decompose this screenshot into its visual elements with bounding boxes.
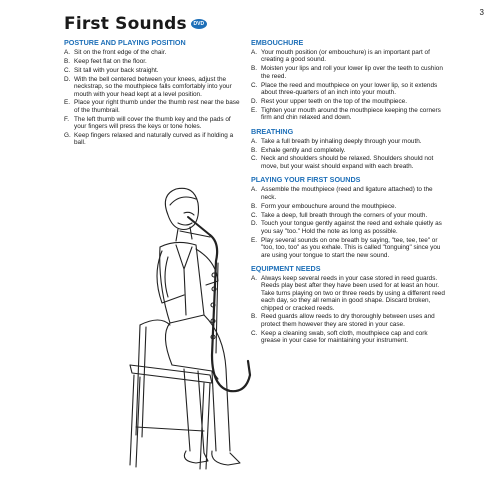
- instruction-section: [251, 264, 447, 345]
- item-text: Moisten your lips and roll your lower lip over the teeth to cushion the reed.: [261, 65, 443, 80]
- item-letter: A.: [64, 49, 71, 56]
- item-letter: C.: [64, 66, 71, 74]
- instruction-item: [251, 98, 447, 105]
- instruction-item: [251, 313, 447, 328]
- item-letter: A.: [251, 49, 258, 56]
- instruction-item: [64, 49, 244, 56]
- item-letter: B.: [251, 146, 258, 154]
- page-number: 3: [479, 8, 484, 17]
- instruction-item: [251, 49, 447, 64]
- instruction-item: [251, 65, 447, 80]
- posture-list: [64, 49, 244, 147]
- item-letter: D.: [64, 75, 71, 83]
- item-text: Form your embouchure around the mouthpiece.: [261, 202, 397, 210]
- section-heading: EMBOUCHURE: [251, 38, 304, 47]
- item-text: Always keep several reeds in your case stored in reed guards. Reeds play best after they have been used for at least an hour. Take turns playing on two or three reeds by using a different reed each day, so they all remain in good shape. Discard broken, chipped or cracked reeds.: [261, 274, 445, 312]
- instruction-section: [251, 175, 447, 259]
- item-text: Keep a cleaning swab, soft cloth, mouthpiece cap and cork grease in your case for maintaining your instrument.: [261, 329, 428, 345]
- item-text: Your mouth position (or embouchure) is an important part of creating a good sound.: [261, 49, 430, 64]
- item-letter: B.: [64, 57, 71, 65]
- item-letter: D.: [251, 220, 258, 228]
- item-letter: B.: [251, 313, 258, 321]
- instruction-section: [251, 38, 447, 122]
- item-text: Place the reed and mouthpiece on your lower lip, so it extends about three-quarters of an inch into your mouth.: [261, 81, 438, 97]
- instruction-item: [251, 237, 447, 259]
- instruction-item: [251, 82, 447, 97]
- instruction-section: [251, 127, 447, 171]
- section-heading: BREATHING: [251, 126, 294, 136]
- item-text: Take a deep, full breath through the corners of your mouth.: [261, 211, 428, 219]
- instruction-item: [251, 138, 447, 145]
- instructions-column: [251, 38, 447, 350]
- instruction-item: [64, 76, 244, 98]
- item-text: Neck and shoulders should be relaxed. Shoulders should not move, but your waist should expand with each breath.: [261, 155, 434, 170]
- instruction-item: [251, 275, 447, 312]
- item-text: Sit on the front edge of the chair.: [74, 49, 167, 56]
- item-letter: C.: [251, 211, 258, 219]
- item-letter: G.: [64, 132, 71, 140]
- item-letter: E.: [251, 106, 258, 114]
- item-letter: E.: [64, 99, 71, 107]
- section-heading: EQUIPMENT NEEDS: [251, 263, 321, 273]
- item-letter: C.: [251, 329, 258, 337]
- item-letter: C.: [251, 81, 258, 89]
- item-text: With the bell centered between your knees, adjust the neckstrap, so the mouthpiece falls comfortably into your mouth with your head kept at a level position.: [74, 75, 232, 98]
- item-text: Touch your tongue gently against the reed and exhale quietly as you say "too." Hold the note as long as possible.: [261, 220, 442, 235]
- instruction-item: [251, 203, 447, 210]
- item-letter: E.: [251, 236, 258, 244]
- item-text: The left thumb will cover the thumb key and the pads of your fingers will press the keys or tone holes.: [74, 115, 231, 131]
- item-text: Rest your upper teeth on the top of the mouthpiece.: [261, 97, 408, 105]
- instruction-item: [251, 212, 447, 219]
- instruction-item: [251, 220, 447, 235]
- instruction-item: [64, 132, 244, 147]
- item-text: Keep fingers relaxed and naturally curved as if holding a ball.: [74, 132, 234, 147]
- item-text: Keep feet flat on the floor.: [74, 57, 147, 65]
- page-title: First Sounds: [64, 14, 187, 34]
- posture-column: [64, 38, 244, 148]
- item-letter: D.: [251, 97, 258, 105]
- item-letter: C.: [251, 155, 258, 163]
- instruction-item: [64, 58, 244, 65]
- item-letter: A.: [251, 186, 258, 194]
- instruction-item: [251, 155, 447, 170]
- item-text: Sit tall with your back straight.: [74, 66, 159, 74]
- instruction-item: [64, 116, 244, 131]
- item-letter: B.: [251, 202, 258, 210]
- item-text: Exhale gently and completely.: [261, 146, 346, 154]
- instruction-item: [251, 330, 447, 345]
- saxophone-player-illustration: [100, 165, 270, 485]
- item-text: Play several sounds on one breath by saying, "tee, tee, tee" or "too, too, too" as you exhale. This is called "tonguing" since you are using your tongue to start the new sound.: [261, 236, 441, 259]
- instruction-item: [64, 67, 244, 74]
- section-heading-posture: POSTURE AND PLAYING POSITION: [64, 38, 186, 47]
- instruction-item: [251, 107, 447, 122]
- item-text: Assemble the mouthpiece (reed and ligature attached) to the neck.: [261, 186, 433, 201]
- item-letter: B.: [251, 65, 258, 73]
- item-text: Place your right thumb under the thumb rest near the base of the thumbrail.: [74, 99, 240, 114]
- item-letter: A.: [251, 274, 258, 282]
- dvd-icon: DVD: [191, 19, 207, 29]
- item-text: Take a full breath by inhaling deeply through your mouth.: [261, 137, 422, 145]
- item-letter: F.: [64, 115, 69, 123]
- item-letter: A.: [251, 137, 258, 145]
- section-heading: PLAYING YOUR FIRST SOUNDS: [251, 175, 361, 185]
- instruction-item: [64, 99, 244, 114]
- item-text: Reed guards allow reeds to dry thoroughly between uses and protect them however they are stored in your case.: [261, 313, 435, 328]
- instruction-item: [251, 147, 447, 154]
- instruction-item: [251, 186, 447, 201]
- item-text: Tighten your mouth around the mouthpiece keeping the corners firm and chin relaxed and down.: [261, 106, 441, 122]
- title-row: [64, 14, 207, 34]
